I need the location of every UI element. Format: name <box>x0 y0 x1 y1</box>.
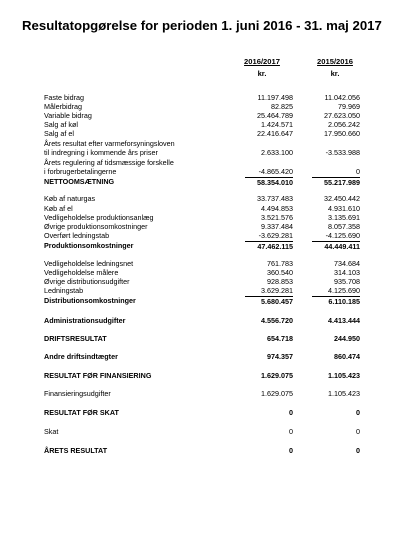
column-header-previous-year <box>311 57 359 78</box>
row-label: Salg af køl <box>44 120 78 129</box>
row-label: Vedligeholdelse ledningsnet <box>44 259 134 268</box>
value-previous: 0 <box>356 427 360 436</box>
row-label: Overført ledningstab <box>44 231 110 240</box>
value-previous: 1.105.423 <box>328 389 360 398</box>
row-administrationsudgifter <box>0 316 400 326</box>
page-title: Resultatopgørelse for perioden 1. juni 2016 - 31. maj 2017 <box>22 18 382 33</box>
value-previous: -3.533.988 <box>325 148 360 157</box>
row-label: NETTOOMSÆTNING <box>44 177 115 186</box>
row-produktionsomkostninger <box>0 241 400 251</box>
column-year: 2016/2017 <box>244 57 280 66</box>
row-label: Skat <box>44 427 59 436</box>
value-current: 0 <box>289 427 293 436</box>
value-current: 33.737.483 <box>257 194 293 203</box>
value-previous: 935.708 <box>334 277 360 286</box>
value-current: 58.354.010 <box>245 177 293 188</box>
row-arets-regulering <box>0 158 400 178</box>
value-current: 11.197.498 <box>257 93 293 102</box>
value-previous: 55.217.989 <box>312 177 360 188</box>
value-current: 22.416.647 <box>257 129 293 138</box>
value-previous: 8.057.358 <box>328 222 360 231</box>
row-label: RESULTAT FØR SKAT <box>44 408 119 417</box>
row-label: Salg af el <box>44 129 74 138</box>
value-current: 3.521.576 <box>261 213 293 222</box>
value-current: 654.718 <box>267 334 293 343</box>
row-label: ÅRETS RESULTAT <box>44 446 108 455</box>
value-previous: 17.950.660 <box>324 129 360 138</box>
value-current: 360.540 <box>267 268 293 277</box>
column-header-current-year <box>238 57 286 78</box>
row-label: Distributionsomkostninger <box>44 296 136 305</box>
row-label: Øvrige produktionsomkostninger <box>44 222 148 231</box>
value-previous: 734.684 <box>334 259 360 268</box>
value-current: 5.680.457 <box>245 296 293 307</box>
row-label: Ledningstab <box>44 286 84 295</box>
row-label: DRIFTSRESULTAT <box>44 334 107 343</box>
value-previous: 1.105.423 <box>328 371 360 380</box>
value-previous: 6.110.185 <box>312 296 360 307</box>
row-salg-el <box>0 129 400 139</box>
row-resultat-for-finansiering <box>0 371 400 381</box>
value-previous: 244.950 <box>334 334 360 343</box>
row-label: Administrationsudgifter <box>44 316 126 325</box>
value-current: 761.783 <box>267 259 293 268</box>
value-current: 9.337.484 <box>261 222 293 231</box>
row-label: Køb af naturgas <box>44 194 96 203</box>
value-current: 1.629.075 <box>261 371 293 380</box>
row-label: Målerbidrag <box>44 102 82 111</box>
row-label-continued: til indregning i kommende års priser <box>44 148 158 157</box>
column-year: 2015/2016 <box>317 57 353 66</box>
value-previous: 32.450.442 <box>324 194 360 203</box>
row-label: Vedligeholdelse målere <box>44 268 119 277</box>
value-previous: 27.623.050 <box>324 111 360 120</box>
row-label: Andre driftsindtægter <box>44 352 118 361</box>
row-label: Årets regulering af tidsmæssige forskelle <box>44 158 174 167</box>
value-previous: 11.042.056 <box>324 93 360 102</box>
value-previous: 4.413.444 <box>328 316 360 325</box>
row-label: Finansieringsudgifter <box>44 389 111 398</box>
row-driftsresultat <box>0 334 400 344</box>
row-label: Produktionsomkostninger <box>44 241 134 250</box>
value-previous: 4.931.610 <box>328 204 360 213</box>
row-overfort-ledningstab <box>0 231 400 241</box>
row-kob-naturgas <box>0 194 400 204</box>
row-ledningstab <box>0 286 400 296</box>
row-skat <box>0 427 400 437</box>
row-arets-resultat-varme <box>0 139 400 159</box>
value-previous: 2.056.242 <box>328 120 360 129</box>
value-current: 4.494.853 <box>261 204 293 213</box>
column-unit: kr. <box>257 69 267 78</box>
row-distributionsomkostninger <box>0 296 400 306</box>
row-label: Køb af el <box>44 204 73 213</box>
row-label: Øvrige distributionsudgifter <box>44 277 130 286</box>
value-current: 1.424.571 <box>261 120 293 129</box>
row-resultat-for-skat <box>0 408 400 418</box>
value-current: 1.629.075 <box>261 389 293 398</box>
value-current: -4.865.420 <box>258 167 293 176</box>
value-previous: -4.125.690 <box>325 231 360 240</box>
row-label: Variable bidrag <box>44 111 92 120</box>
value-current: 0 <box>289 408 293 417</box>
value-current: -3.629.281 <box>258 231 293 240</box>
value-previous: 4.125.690 <box>328 286 360 295</box>
value-previous: 0 <box>356 167 360 176</box>
value-current: 0 <box>289 446 293 455</box>
value-current: 974.357 <box>267 352 293 361</box>
row-label-continued: i forbrugerbetalingerne <box>44 167 117 176</box>
row-nettoomsaetning <box>0 177 400 187</box>
value-previous: 0 <box>356 446 360 455</box>
value-current: 25.464.789 <box>257 111 293 120</box>
row-label: RESULTAT FØR FINANSIERING <box>44 371 152 380</box>
column-unit: kr. <box>330 69 340 78</box>
row-andre-driftsindtaegter <box>0 352 400 362</box>
value-current: 47.462.115 <box>245 241 293 252</box>
value-current: 82.825 <box>271 102 293 111</box>
value-previous: 0 <box>356 408 360 417</box>
value-previous: 314.103 <box>334 268 360 277</box>
row-label: Vedligeholdelse produktionsanlæg <box>44 213 154 222</box>
row-label: Årets resultat efter varmeforsyningsloven <box>44 139 175 148</box>
value-current: 2.633.100 <box>261 148 293 157</box>
value-previous: 79.969 <box>338 102 360 111</box>
value-previous: 3.135.691 <box>328 213 360 222</box>
value-current: 928.853 <box>267 277 293 286</box>
value-previous: 860.474 <box>334 352 360 361</box>
row-label: Faste bidrag <box>44 93 84 102</box>
value-current: 4.556.720 <box>261 316 293 325</box>
value-previous: 44.449.411 <box>312 241 360 252</box>
row-finansieringsudgifter <box>0 389 400 399</box>
value-current: 3.629.281 <box>261 286 293 295</box>
row-arets-resultat <box>0 446 400 456</box>
